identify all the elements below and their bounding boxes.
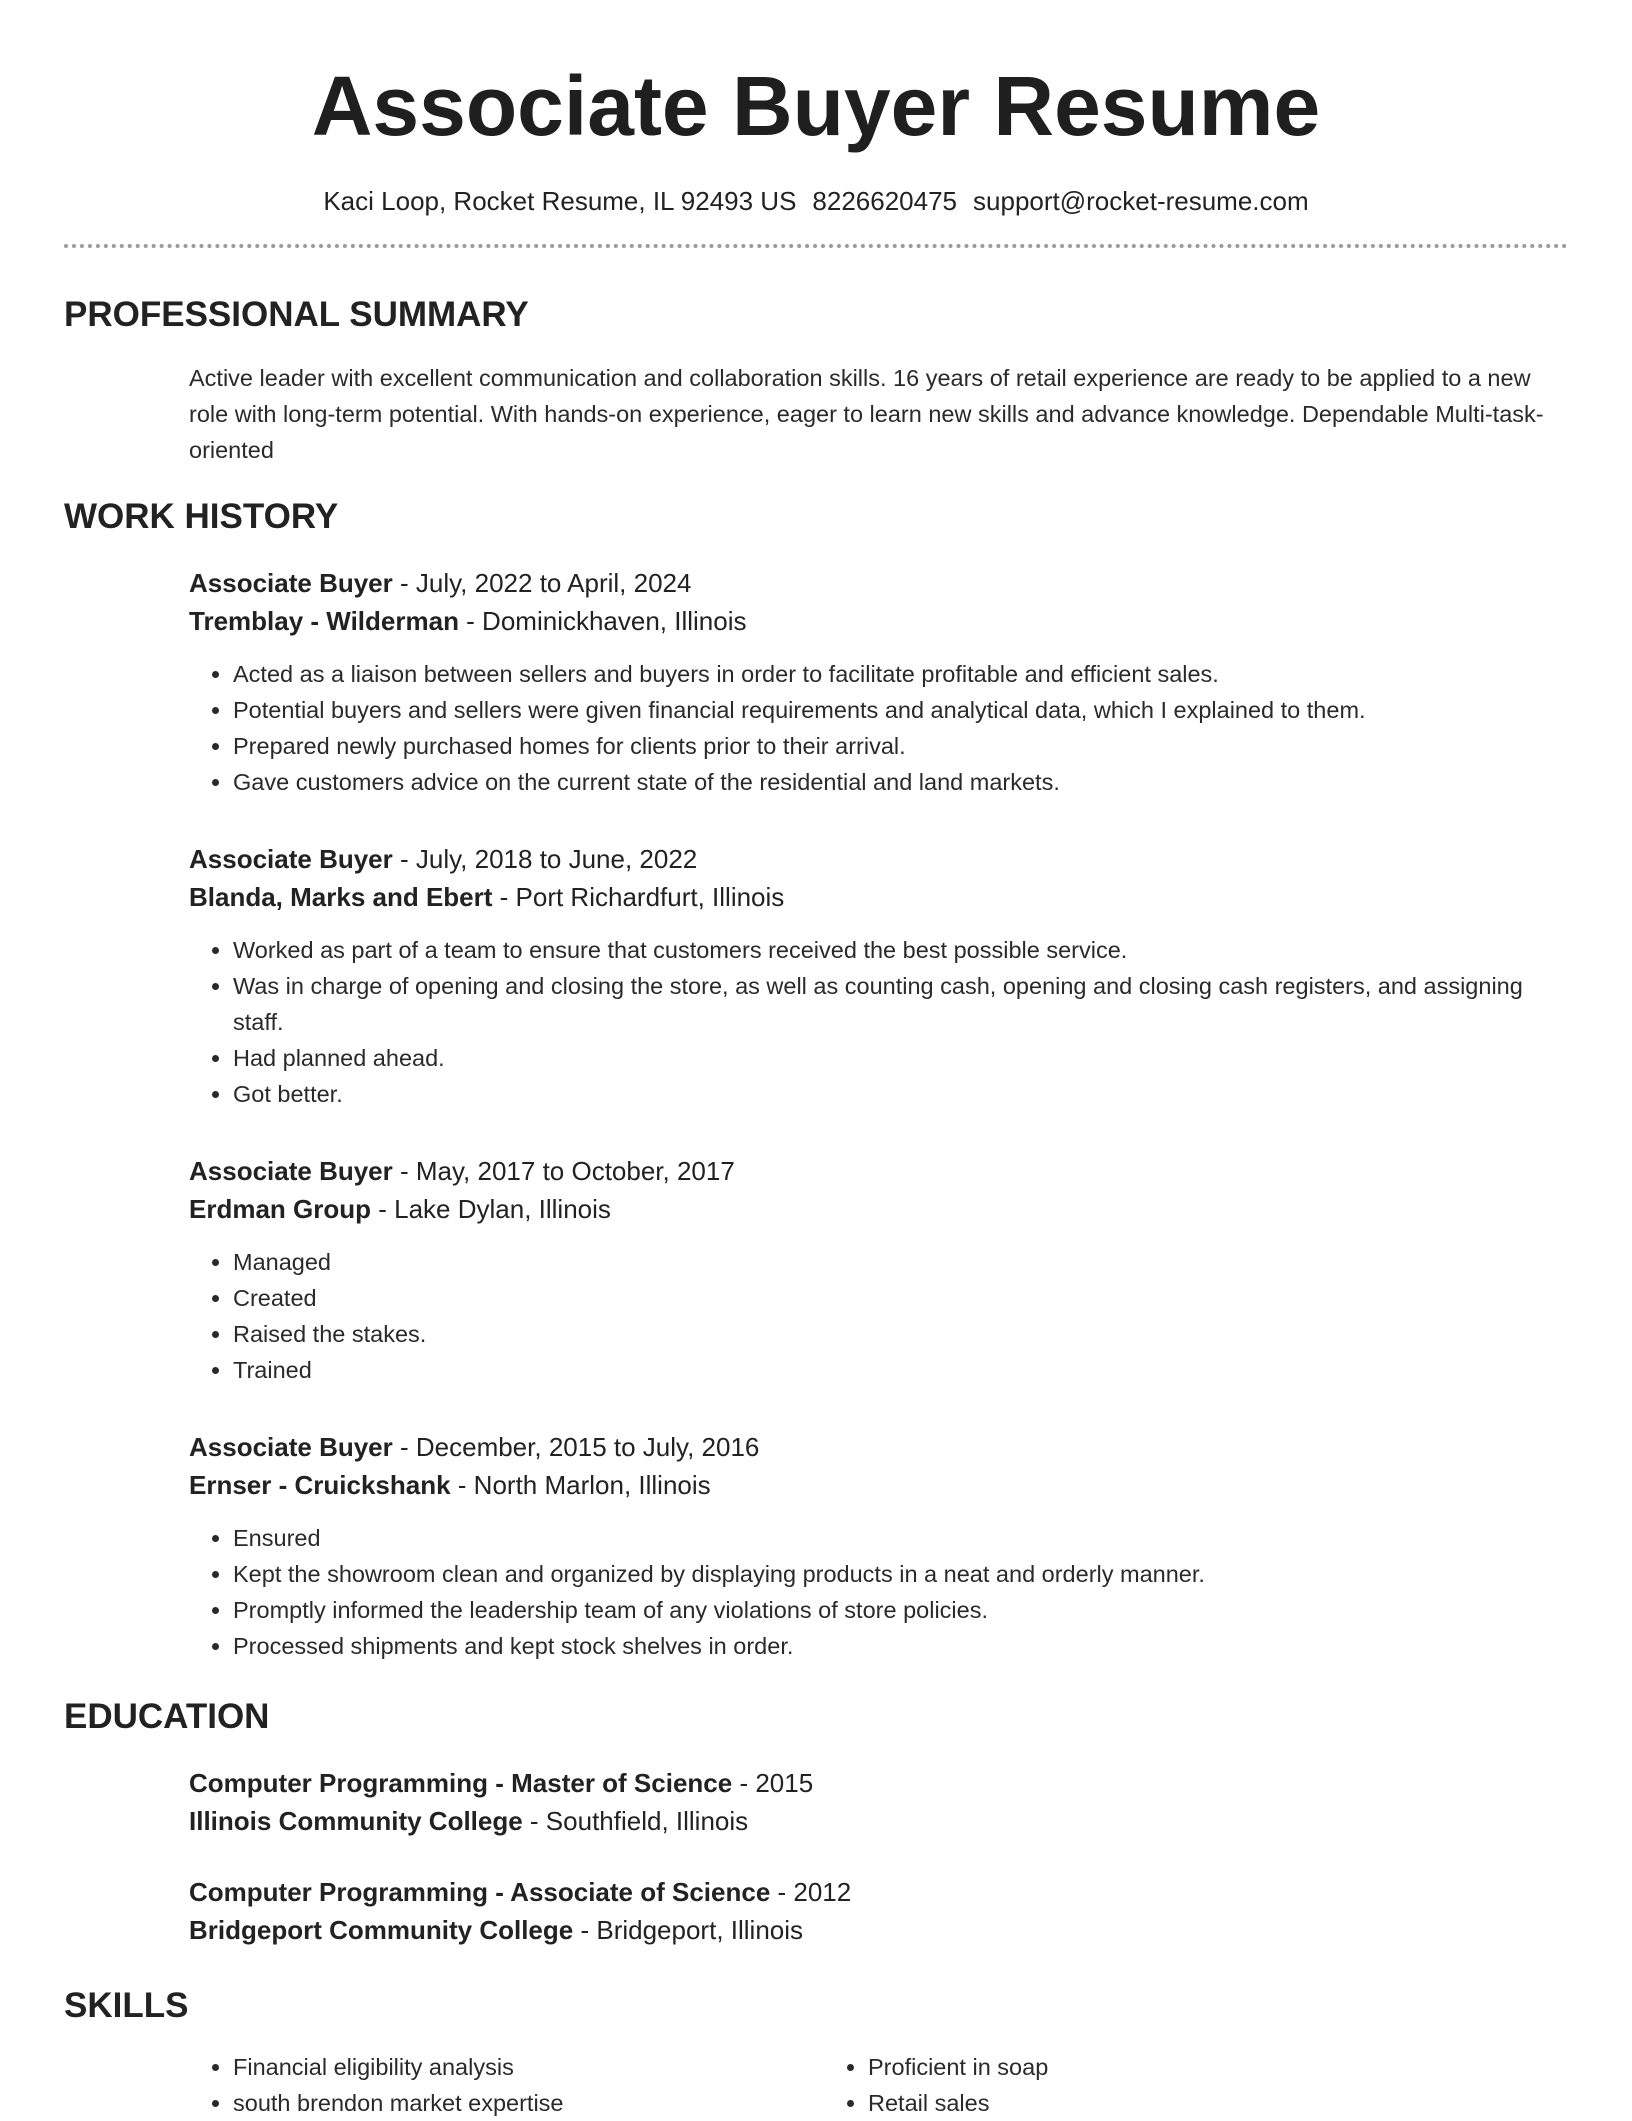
list-item: • Gave customers advice on the current state of the residential and land markets. <box>233 764 1568 800</box>
job-bullets <box>189 1520 1568 1664</box>
job-title: Associate Buyer <box>189 1432 393 1462</box>
school: Illinois Community College <box>189 1806 523 1836</box>
job-title: Associate Buyer <box>189 568 393 598</box>
summary-text: Active leader with excellent communication and collaboration skills. 16 years of retail experience are ready to be applied to a new role with long-term potential. With hands-on experience, eager to learn new skills and advance knowledge. Dependable Multi-task-oriented <box>189 365 1544 463</box>
job-company: Erdman Group <box>189 1194 372 1224</box>
contact-line <box>64 184 1568 218</box>
summary-heading: PROFESSIONAL SUMMARY <box>64 295 529 334</box>
degree: Computer Programming - Master of Science <box>189 1768 733 1798</box>
job-bullets <box>189 932 1568 1112</box>
skills-grid <box>189 2049 1568 2121</box>
education-entry <box>189 1873 1568 1949</box>
list-item: • Trained <box>233 1352 1568 1388</box>
degree-year: - 2012 <box>770 1877 852 1907</box>
list-item: • Kept the showroom clean and organized by displaying products in a neat and orderly manner. <box>233 1556 1568 1592</box>
skill-item: • Financial eligibility analysis <box>233 2049 824 2085</box>
list-item: • Managed <box>233 1244 1568 1280</box>
list-item: • Potential buyers and sellers were given financial requirements and analytical data, which I explained to them. <box>233 692 1568 728</box>
degree-line <box>189 1873 1568 1911</box>
job-title-line <box>189 1152 1568 1190</box>
list-item: • Prepared newly purchased homes for clients prior to their arrival. <box>233 728 1568 764</box>
job-entry <box>189 840 1568 1112</box>
school-location: - Southfield, Illinois <box>522 1806 749 1836</box>
job-company: Tremblay - Wilderman <box>189 606 459 636</box>
job-company: Blanda, Marks and Ebert <box>189 882 493 912</box>
header-divider <box>64 244 1568 248</box>
list-item: • Ensured <box>233 1520 1568 1556</box>
education-heading: EDUCATION <box>64 1697 270 1736</box>
skill-item: • south brendon market expertise <box>233 2085 824 2121</box>
school-line <box>189 1802 1568 1840</box>
job-location: - Lake Dylan, Illinois <box>371 1194 611 1224</box>
list-item: • Processed shipments and kept stock shelves in order. <box>233 1628 1568 1664</box>
skills-column-right <box>824 2049 1459 2121</box>
list-item: • Had planned ahead. <box>233 1040 1568 1076</box>
list-item: • Was in charge of opening and closing the store, as well as counting cash, opening and closing cash registers, and assigning staff. <box>233 968 1568 1040</box>
page-title: Associate Buyer Resume <box>311 59 1321 153</box>
degree: Computer Programming - Associate of Science <box>189 1877 771 1907</box>
degree-year: - 2015 <box>732 1768 814 1798</box>
contact-address: Kaci Loop, Rocket Resume, IL 92493 US <box>323 186 797 216</box>
job-title-line <box>189 1428 1568 1466</box>
job-bullets <box>189 656 1568 800</box>
work-history-heading: WORK HISTORY <box>64 497 339 536</box>
job-location: - Port Richardfurt, Illinois <box>492 882 785 912</box>
contact-email: support@rocket-resume.com <box>973 186 1309 216</box>
list-item: • Raised the stakes. <box>233 1316 1568 1352</box>
school: Bridgeport Community College <box>189 1915 574 1945</box>
job-dates: - December, 2015 to July, 2016 <box>392 1432 760 1462</box>
job-location: - North Marlon, Illinois <box>450 1470 711 1500</box>
skill-item: • Proficient in soap <box>868 2049 1459 2085</box>
job-dates: - May, 2017 to October, 2017 <box>392 1156 735 1186</box>
job-company-line <box>189 602 1568 640</box>
job-location: - Dominickhaven, Illinois <box>458 606 747 636</box>
job-title-line <box>189 840 1568 878</box>
list-item: • Got better. <box>233 1076 1568 1112</box>
job-dates: - July, 2018 to June, 2022 <box>392 844 698 874</box>
list-item: • Worked as part of a team to ensure that customers received the best possible service. <box>233 932 1568 968</box>
skills-heading: SKILLS <box>64 1986 189 2025</box>
job-company-line <box>189 878 1568 916</box>
school-location: - Bridgeport, Illinois <box>573 1915 804 1945</box>
job-title: Associate Buyer <box>189 844 393 874</box>
job-company-line <box>189 1466 1568 1504</box>
job-title: Associate Buyer <box>189 1156 393 1186</box>
contact-phone: 8226620475 <box>812 186 958 216</box>
degree-line <box>189 1764 1568 1802</box>
list-item: • Promptly informed the leadership team of any violations of store policies. <box>233 1592 1568 1628</box>
job-entry <box>189 1152 1568 1388</box>
skill-item: • Retail sales <box>868 2085 1459 2121</box>
job-entry <box>189 1428 1568 1664</box>
job-dates: - July, 2022 to April, 2024 <box>392 568 692 598</box>
job-bullets <box>189 1244 1568 1388</box>
list-item: • Acted as a liaison between sellers and buyers in order to facilitate profitable and efficient sales. <box>233 656 1568 692</box>
skills-column-left <box>189 2049 824 2121</box>
education-entry <box>189 1764 1568 1840</box>
job-company-line <box>189 1190 1568 1228</box>
job-company: Ernser - Cruickshank <box>189 1470 451 1500</box>
school-line <box>189 1911 1568 1949</box>
job-title-line <box>189 564 1568 602</box>
job-entry <box>189 564 1568 800</box>
list-item: • Created <box>233 1280 1568 1316</box>
